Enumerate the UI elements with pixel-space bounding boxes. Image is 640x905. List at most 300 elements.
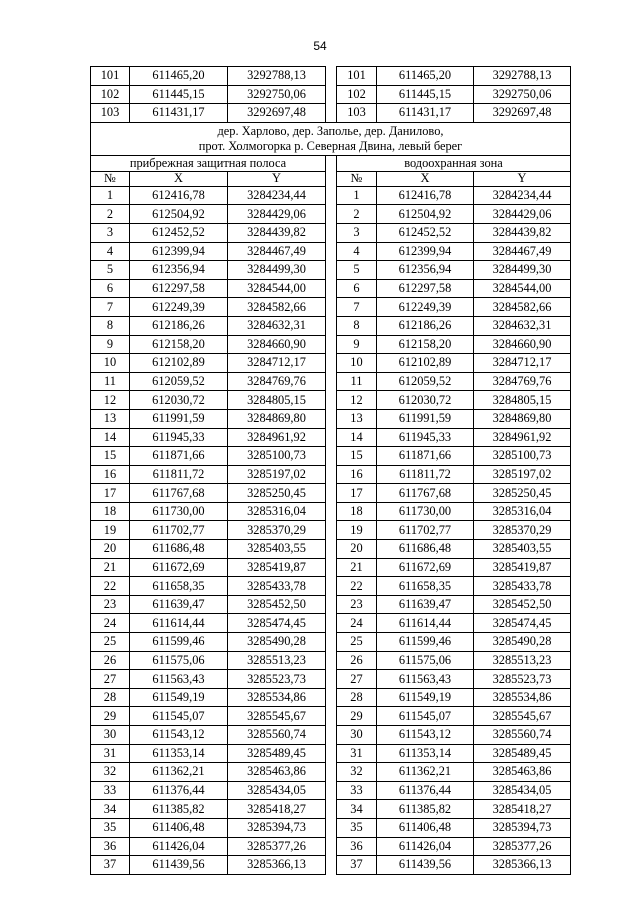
right-y-coordinate: 3284805,15 bbox=[474, 391, 571, 410]
column-gap bbox=[326, 335, 337, 354]
left-y-coordinate: 3292697,48 bbox=[228, 104, 326, 123]
left-x-coordinate: 611575,06 bbox=[130, 651, 228, 670]
table-row bbox=[91, 614, 571, 633]
left-y-coordinate: 3284632,31 bbox=[228, 316, 326, 335]
right-point-number: 7 bbox=[337, 298, 377, 317]
right-point-number: 37 bbox=[337, 856, 377, 875]
left-point-number: 22 bbox=[91, 577, 130, 596]
right-point-number: 19 bbox=[337, 521, 377, 540]
right-y-coordinate: 3285434,05 bbox=[474, 781, 571, 800]
right-point-number: 102 bbox=[337, 85, 377, 104]
left-y-coordinate: 3285197,02 bbox=[228, 465, 326, 484]
right-col-x: X bbox=[377, 171, 474, 186]
right-y-coordinate: 3285419,87 bbox=[474, 558, 571, 577]
left-y-coordinate: 3285474,45 bbox=[228, 614, 326, 633]
right-y-coordinate: 3285316,04 bbox=[474, 502, 571, 521]
left-x-coordinate: 611445,15 bbox=[130, 85, 228, 104]
right-x-coordinate: 611614,44 bbox=[377, 614, 474, 633]
column-gap bbox=[326, 223, 337, 242]
left-x-coordinate: 611767,68 bbox=[130, 484, 228, 503]
left-point-number: 1 bbox=[91, 186, 130, 205]
right-zone-header: водоохранная зона bbox=[337, 155, 571, 171]
right-y-coordinate: 3285377,26 bbox=[474, 837, 571, 856]
column-gap bbox=[326, 391, 337, 410]
left-y-coordinate: 3292750,06 bbox=[228, 85, 326, 104]
left-y-coordinate: 3284467,49 bbox=[228, 242, 326, 261]
right-point-number: 35 bbox=[337, 818, 377, 837]
right-y-coordinate: 3285545,67 bbox=[474, 707, 571, 726]
right-point-number: 9 bbox=[337, 335, 377, 354]
right-point-number: 23 bbox=[337, 595, 377, 614]
left-y-coordinate: 3284429,06 bbox=[228, 205, 326, 224]
left-y-coordinate: 3285513,23 bbox=[228, 651, 326, 670]
left-point-number: 3 bbox=[91, 223, 130, 242]
right-point-number: 31 bbox=[337, 744, 377, 763]
section-header bbox=[91, 122, 571, 186]
left-y-coordinate: 3285545,67 bbox=[228, 707, 326, 726]
right-point-number: 20 bbox=[337, 540, 377, 559]
left-point-number: 25 bbox=[91, 633, 130, 652]
left-point-number: 5 bbox=[91, 261, 130, 280]
right-x-coordinate: 612059,52 bbox=[377, 372, 474, 391]
table-row bbox=[91, 85, 571, 104]
left-x-coordinate: 612158,20 bbox=[130, 335, 228, 354]
left-point-number: 4 bbox=[91, 242, 130, 261]
right-y-coordinate: 3285418,27 bbox=[474, 800, 571, 819]
left-x-coordinate: 611549,19 bbox=[130, 688, 228, 707]
left-point-number: 28 bbox=[91, 688, 130, 707]
right-col-num: № bbox=[337, 171, 377, 186]
left-x-coordinate: 612297,58 bbox=[130, 279, 228, 298]
right-point-number: 27 bbox=[337, 670, 377, 689]
right-x-coordinate: 612102,89 bbox=[377, 354, 474, 373]
left-x-coordinate: 612356,94 bbox=[130, 261, 228, 280]
right-point-number: 12 bbox=[337, 391, 377, 410]
right-x-coordinate: 612186,26 bbox=[377, 316, 474, 335]
right-y-coordinate: 3284439,82 bbox=[474, 223, 571, 242]
left-point-number: 13 bbox=[91, 409, 130, 428]
right-point-number: 30 bbox=[337, 726, 377, 745]
left-y-coordinate: 3285403,55 bbox=[228, 540, 326, 559]
right-x-coordinate: 611353,14 bbox=[377, 744, 474, 763]
right-x-coordinate: 612452,52 bbox=[377, 223, 474, 242]
section-title-line2: прот. Холмогорка р. Северная Двина, левый берег bbox=[198, 138, 463, 153]
right-x-coordinate: 611672,69 bbox=[377, 558, 474, 577]
right-x-coordinate: 611385,82 bbox=[377, 800, 474, 819]
section-title bbox=[91, 122, 571, 155]
table-row bbox=[91, 800, 571, 819]
right-y-coordinate: 3284660,90 bbox=[474, 335, 571, 354]
right-y-coordinate: 3285250,45 bbox=[474, 484, 571, 503]
right-y-coordinate: 3285366,13 bbox=[474, 856, 571, 875]
left-point-number: 35 bbox=[91, 818, 130, 837]
right-point-number: 10 bbox=[337, 354, 377, 373]
right-x-coordinate: 611702,77 bbox=[377, 521, 474, 540]
table-row bbox=[91, 391, 571, 410]
left-x-coordinate: 611431,17 bbox=[130, 104, 228, 123]
left-x-coordinate: 611353,14 bbox=[130, 744, 228, 763]
left-y-coordinate: 3285419,87 bbox=[228, 558, 326, 577]
right-y-coordinate: 3285560,74 bbox=[474, 726, 571, 745]
right-point-number: 4 bbox=[337, 242, 377, 261]
table-row bbox=[91, 242, 571, 261]
left-y-coordinate: 3285394,73 bbox=[228, 818, 326, 837]
left-x-coordinate: 611545,07 bbox=[130, 707, 228, 726]
left-y-coordinate: 3285100,73 bbox=[228, 447, 326, 466]
right-x-coordinate: 611406,48 bbox=[377, 818, 474, 837]
left-y-coordinate: 3285463,86 bbox=[228, 763, 326, 782]
right-y-coordinate: 3285513,23 bbox=[474, 651, 571, 670]
right-x-coordinate: 611599,46 bbox=[377, 633, 474, 652]
left-point-number: 29 bbox=[91, 707, 130, 726]
left-point-number: 19 bbox=[91, 521, 130, 540]
right-point-number: 25 bbox=[337, 633, 377, 652]
table-row bbox=[91, 707, 571, 726]
left-x-coordinate: 612059,52 bbox=[130, 372, 228, 391]
right-point-number: 33 bbox=[337, 781, 377, 800]
left-x-coordinate: 612186,26 bbox=[130, 316, 228, 335]
left-point-number: 20 bbox=[91, 540, 130, 559]
right-y-coordinate: 3284712,17 bbox=[474, 354, 571, 373]
right-point-number: 28 bbox=[337, 688, 377, 707]
right-x-coordinate: 611549,19 bbox=[377, 688, 474, 707]
left-point-number: 16 bbox=[91, 465, 130, 484]
right-y-coordinate: 3284869,80 bbox=[474, 409, 571, 428]
left-y-coordinate: 3285250,45 bbox=[228, 484, 326, 503]
right-x-coordinate: 611945,33 bbox=[377, 428, 474, 447]
left-y-coordinate: 3292788,13 bbox=[228, 67, 326, 86]
right-x-coordinate: 611362,21 bbox=[377, 763, 474, 782]
left-y-coordinate: 3285489,45 bbox=[228, 744, 326, 763]
column-gap bbox=[326, 85, 337, 104]
right-point-number: 34 bbox=[337, 800, 377, 819]
table-row bbox=[91, 521, 571, 540]
left-x-coordinate: 611543,12 bbox=[130, 726, 228, 745]
right-y-coordinate: 3285463,86 bbox=[474, 763, 571, 782]
left-y-coordinate: 3284439,82 bbox=[228, 223, 326, 242]
left-x-coordinate: 611686,48 bbox=[130, 540, 228, 559]
left-point-number: 32 bbox=[91, 763, 130, 782]
left-point-number: 23 bbox=[91, 595, 130, 614]
table-row bbox=[91, 279, 571, 298]
right-y-coordinate: 3285534,86 bbox=[474, 688, 571, 707]
left-point-number: 33 bbox=[91, 781, 130, 800]
left-point-number: 102 bbox=[91, 85, 130, 104]
column-gap bbox=[326, 614, 337, 633]
left-y-coordinate: 3284582,66 bbox=[228, 298, 326, 317]
right-point-number: 17 bbox=[337, 484, 377, 503]
column-gap bbox=[326, 595, 337, 614]
left-x-coordinate: 611599,46 bbox=[130, 633, 228, 652]
left-y-coordinate: 3284869,80 bbox=[228, 409, 326, 428]
right-x-coordinate: 612356,94 bbox=[377, 261, 474, 280]
left-x-coordinate: 612030,72 bbox=[130, 391, 228, 410]
left-x-coordinate: 611672,69 bbox=[130, 558, 228, 577]
right-point-number: 2 bbox=[337, 205, 377, 224]
left-col-x: X bbox=[130, 171, 228, 186]
right-point-number: 6 bbox=[337, 279, 377, 298]
column-gap bbox=[326, 558, 337, 577]
right-y-coordinate: 3285490,28 bbox=[474, 633, 571, 652]
left-y-coordinate: 3284961,92 bbox=[228, 428, 326, 447]
left-col-y: Y bbox=[228, 171, 326, 186]
column-gap bbox=[326, 540, 337, 559]
left-point-number: 24 bbox=[91, 614, 130, 633]
right-y-coordinate: 3285489,45 bbox=[474, 744, 571, 763]
right-y-coordinate: 3284499,30 bbox=[474, 261, 571, 280]
right-y-coordinate: 3284769,76 bbox=[474, 372, 571, 391]
right-x-coordinate: 612030,72 bbox=[377, 391, 474, 410]
right-point-number: 21 bbox=[337, 558, 377, 577]
right-x-coordinate: 612249,39 bbox=[377, 298, 474, 317]
right-point-number: 22 bbox=[337, 577, 377, 596]
left-x-coordinate: 611362,21 bbox=[130, 763, 228, 782]
left-y-coordinate: 3285316,04 bbox=[228, 502, 326, 521]
table-row bbox=[91, 354, 571, 373]
right-point-number: 3 bbox=[337, 223, 377, 242]
right-y-coordinate: 3292788,13 bbox=[474, 67, 571, 86]
left-x-coordinate: 611658,35 bbox=[130, 577, 228, 596]
left-point-number: 10 bbox=[91, 354, 130, 373]
column-gap bbox=[326, 186, 337, 205]
column-gap bbox=[326, 104, 337, 123]
right-y-coordinate: 3285370,29 bbox=[474, 521, 571, 540]
right-x-coordinate: 611811,72 bbox=[377, 465, 474, 484]
right-y-coordinate: 3285100,73 bbox=[474, 447, 571, 466]
right-point-number: 18 bbox=[337, 502, 377, 521]
left-point-number: 8 bbox=[91, 316, 130, 335]
left-x-coordinate: 611563,43 bbox=[130, 670, 228, 689]
left-y-coordinate: 3285534,86 bbox=[228, 688, 326, 707]
right-point-number: 14 bbox=[337, 428, 377, 447]
table-row bbox=[91, 428, 571, 447]
right-point-number: 24 bbox=[337, 614, 377, 633]
column-gap bbox=[326, 205, 337, 224]
right-x-coordinate: 611575,06 bbox=[377, 651, 474, 670]
left-y-coordinate: 3284499,30 bbox=[228, 261, 326, 280]
right-y-coordinate: 3285433,78 bbox=[474, 577, 571, 596]
column-gap bbox=[326, 502, 337, 521]
right-point-number: 32 bbox=[337, 763, 377, 782]
table-row bbox=[91, 104, 571, 123]
left-x-coordinate: 612249,39 bbox=[130, 298, 228, 317]
left-point-number: 2 bbox=[91, 205, 130, 224]
left-x-coordinate: 611426,04 bbox=[130, 837, 228, 856]
left-y-coordinate: 3285370,29 bbox=[228, 521, 326, 540]
left-point-number: 34 bbox=[91, 800, 130, 819]
right-x-coordinate: 612158,20 bbox=[377, 335, 474, 354]
column-gap bbox=[326, 651, 337, 670]
left-x-coordinate: 612102,89 bbox=[130, 354, 228, 373]
left-x-coordinate: 611385,82 bbox=[130, 800, 228, 819]
table-row bbox=[91, 409, 571, 428]
right-x-coordinate: 612297,58 bbox=[377, 279, 474, 298]
right-x-coordinate: 611991,59 bbox=[377, 409, 474, 428]
right-x-coordinate: 612399,94 bbox=[377, 242, 474, 261]
right-y-coordinate: 3284582,66 bbox=[474, 298, 571, 317]
right-x-coordinate: 611545,07 bbox=[377, 707, 474, 726]
left-y-coordinate: 3285433,78 bbox=[228, 577, 326, 596]
right-point-number: 26 bbox=[337, 651, 377, 670]
table-row bbox=[91, 577, 571, 596]
left-x-coordinate: 611871,66 bbox=[130, 447, 228, 466]
left-x-coordinate: 612504,92 bbox=[130, 205, 228, 224]
right-x-coordinate: 612416,78 bbox=[377, 186, 474, 205]
left-point-number: 12 bbox=[91, 391, 130, 410]
table-row bbox=[91, 818, 571, 837]
table-row bbox=[91, 261, 571, 280]
table-row bbox=[91, 298, 571, 317]
left-x-coordinate: 611439,56 bbox=[130, 856, 228, 875]
top-rows bbox=[91, 67, 571, 123]
column-gap bbox=[326, 279, 337, 298]
right-point-number: 16 bbox=[337, 465, 377, 484]
left-point-number: 27 bbox=[91, 670, 130, 689]
left-point-number: 37 bbox=[91, 856, 130, 875]
left-point-number: 15 bbox=[91, 447, 130, 466]
left-col-num: № bbox=[91, 171, 130, 186]
column-gap bbox=[326, 800, 337, 819]
table-row bbox=[91, 856, 571, 875]
right-point-number: 29 bbox=[337, 707, 377, 726]
left-y-coordinate: 3284660,90 bbox=[228, 335, 326, 354]
right-y-coordinate: 3292750,06 bbox=[474, 85, 571, 104]
right-y-coordinate: 3292697,48 bbox=[474, 104, 571, 123]
table-row bbox=[91, 465, 571, 484]
left-point-number: 26 bbox=[91, 651, 130, 670]
column-gap bbox=[326, 484, 337, 503]
right-x-coordinate: 611639,47 bbox=[377, 595, 474, 614]
column-gap bbox=[326, 409, 337, 428]
right-x-coordinate: 611767,68 bbox=[377, 484, 474, 503]
right-y-coordinate: 3285452,50 bbox=[474, 595, 571, 614]
left-y-coordinate: 3285560,74 bbox=[228, 726, 326, 745]
left-y-coordinate: 3285523,73 bbox=[228, 670, 326, 689]
table-row bbox=[91, 67, 571, 86]
page-number: 54 bbox=[313, 39, 327, 53]
table-row bbox=[91, 670, 571, 689]
column-gap bbox=[326, 688, 337, 707]
left-point-number: 21 bbox=[91, 558, 130, 577]
left-x-coordinate: 611639,47 bbox=[130, 595, 228, 614]
right-x-coordinate: 611686,48 bbox=[377, 540, 474, 559]
table-row bbox=[91, 335, 571, 354]
left-x-coordinate: 611614,44 bbox=[130, 614, 228, 633]
left-point-number: 9 bbox=[91, 335, 130, 354]
right-point-number: 103 bbox=[337, 104, 377, 123]
left-y-coordinate: 3285452,50 bbox=[228, 595, 326, 614]
right-y-coordinate: 3285474,45 bbox=[474, 614, 571, 633]
column-gap bbox=[326, 633, 337, 652]
column-gap bbox=[326, 242, 337, 261]
right-x-coordinate: 611543,12 bbox=[377, 726, 474, 745]
left-point-number: 36 bbox=[91, 837, 130, 856]
table-row bbox=[91, 484, 571, 503]
table-row bbox=[91, 781, 571, 800]
column-gap bbox=[326, 763, 337, 782]
table-row bbox=[91, 205, 571, 224]
column-gap bbox=[326, 521, 337, 540]
table-row bbox=[91, 726, 571, 745]
right-x-coordinate: 611445,15 bbox=[377, 85, 474, 104]
table-row bbox=[91, 595, 571, 614]
left-y-coordinate: 3284805,15 bbox=[228, 391, 326, 410]
right-x-coordinate: 611431,17 bbox=[377, 104, 474, 123]
right-y-coordinate: 3284961,92 bbox=[474, 428, 571, 447]
column-gap bbox=[326, 856, 337, 875]
column-gap bbox=[326, 354, 337, 373]
column-gap bbox=[326, 447, 337, 466]
right-x-coordinate: 611439,56 bbox=[377, 856, 474, 875]
section-title-line1: дер. Харлово, дер. Заполье, дер. Данилово, bbox=[217, 123, 444, 138]
column-gap bbox=[326, 465, 337, 484]
table-row bbox=[91, 372, 571, 391]
left-y-coordinate: 3284769,76 bbox=[228, 372, 326, 391]
column-gap bbox=[326, 171, 337, 186]
table-row bbox=[91, 186, 571, 205]
right-x-coordinate: 611871,66 bbox=[377, 447, 474, 466]
left-x-coordinate: 612416,78 bbox=[130, 186, 228, 205]
column-gap bbox=[326, 744, 337, 763]
left-y-coordinate: 3285366,13 bbox=[228, 856, 326, 875]
right-point-number: 5 bbox=[337, 261, 377, 280]
column-gap bbox=[326, 155, 337, 171]
right-y-coordinate: 3285197,02 bbox=[474, 465, 571, 484]
right-y-coordinate: 3285403,55 bbox=[474, 540, 571, 559]
table-row bbox=[91, 633, 571, 652]
column-gap bbox=[326, 781, 337, 800]
right-point-number: 13 bbox=[337, 409, 377, 428]
right-col-y: Y bbox=[474, 171, 571, 186]
right-x-coordinate: 611465,20 bbox=[377, 67, 474, 86]
column-gap bbox=[326, 428, 337, 447]
left-y-coordinate: 3284544,00 bbox=[228, 279, 326, 298]
table-row bbox=[91, 744, 571, 763]
left-y-coordinate: 3284234,44 bbox=[228, 186, 326, 205]
left-point-number: 101 bbox=[91, 67, 130, 86]
left-y-coordinate: 3284712,17 bbox=[228, 354, 326, 373]
right-x-coordinate: 611563,43 bbox=[377, 670, 474, 689]
left-point-number: 6 bbox=[91, 279, 130, 298]
left-x-coordinate: 611811,72 bbox=[130, 465, 228, 484]
column-gap bbox=[326, 577, 337, 596]
column-gap bbox=[326, 298, 337, 317]
column-gap bbox=[326, 316, 337, 335]
column-gap bbox=[326, 837, 337, 856]
table-row bbox=[91, 447, 571, 466]
table-row bbox=[91, 223, 571, 242]
column-gap bbox=[326, 726, 337, 745]
left-x-coordinate: 611991,59 bbox=[130, 409, 228, 428]
left-x-coordinate: 611465,20 bbox=[130, 67, 228, 86]
left-y-coordinate: 3285434,05 bbox=[228, 781, 326, 800]
left-point-number: 14 bbox=[91, 428, 130, 447]
right-point-number: 36 bbox=[337, 837, 377, 856]
table-row bbox=[91, 837, 571, 856]
right-y-coordinate: 3285394,73 bbox=[474, 818, 571, 837]
column-gap bbox=[326, 67, 337, 86]
left-y-coordinate: 3285418,27 bbox=[228, 800, 326, 819]
table-row bbox=[91, 540, 571, 559]
left-y-coordinate: 3285377,26 bbox=[228, 837, 326, 856]
left-x-coordinate: 611702,77 bbox=[130, 521, 228, 540]
coordinates-table bbox=[90, 66, 571, 875]
right-point-number: 101 bbox=[337, 67, 377, 86]
left-x-coordinate: 611406,48 bbox=[130, 818, 228, 837]
left-y-coordinate: 3285490,28 bbox=[228, 633, 326, 652]
left-x-coordinate: 611730,00 bbox=[130, 502, 228, 521]
column-gap bbox=[326, 261, 337, 280]
